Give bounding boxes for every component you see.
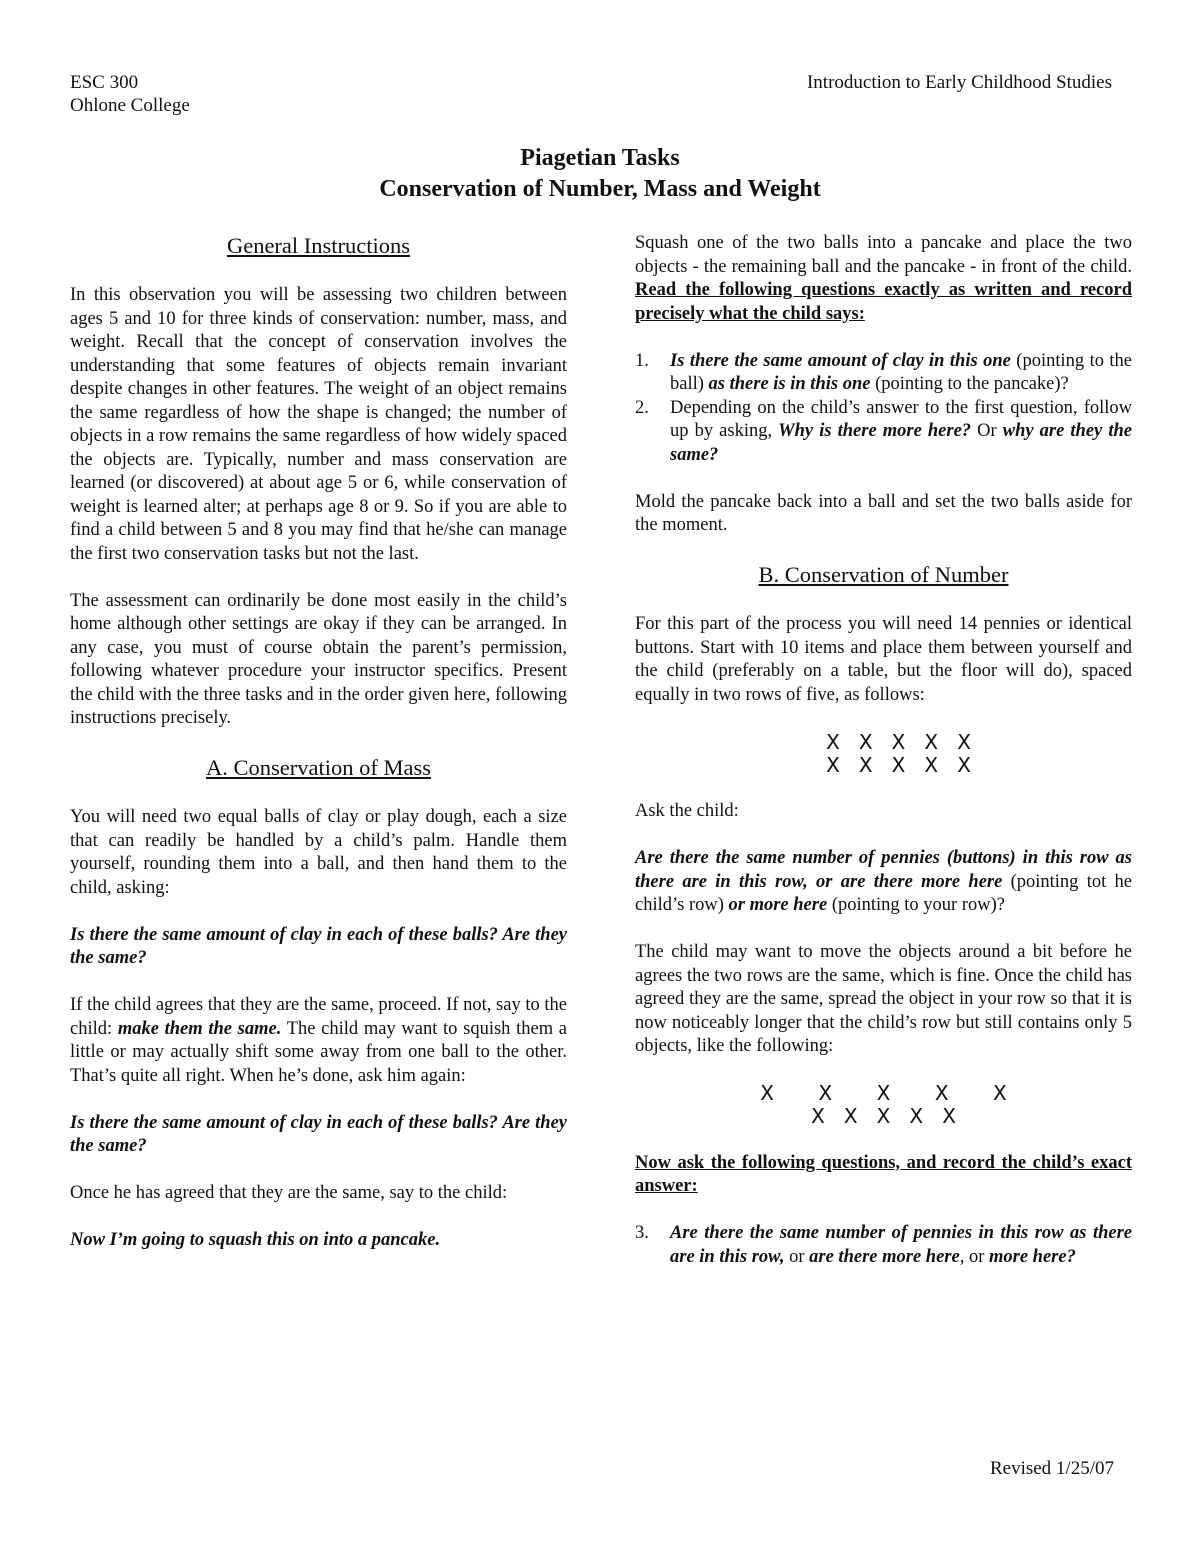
- item-1-question-a: Is there the same amount of clay in this one: [670, 350, 1011, 371]
- mass-p2-start: If the child agrees that they are the same, proceed. If not, say to the child:: [70, 995, 567, 1039]
- general-paragraph-1: In this observation you will be assessing two children between ages 5 and 10 for three kinds of conservation: number, mass, and weight. Recall that the concept of conservation involves the understanding that some features of objects remain invariant despite changes in other features. The weight of an object remains the same regardless of how the shape is changed; the number of objects in a row remains the same regardless of how widely spaced the objects are. Typically, number and mass conservation are learned (or discovered) at about age 5 or 6, while conservation of weight is learned alter; at perhaps age 8 or 9. So if you are able to find a child between 5 and 8 you may find that he/she can manage the first two conservation tasks but not the last.: [70, 285, 567, 564]
- item-3-b: or: [784, 1246, 810, 1267]
- nq1-d: (pointing to your row)?: [827, 895, 1005, 915]
- mass-p4-start: Squash one of the two balls into a pancake and place the two objects - the remaining ball and the pancake - in front of the child.: [635, 233, 1132, 277]
- general-instructions-heading: General Instructions: [226, 233, 411, 258]
- number-question-list: [635, 1222, 1132, 1269]
- header-left: [70, 71, 190, 117]
- title-line-1: Piagetian Tasks: [520, 145, 680, 171]
- nq1-b: (pointing tot he child’s row): [635, 871, 1132, 915]
- mass-p2-end: The child may want to squish them a little or may actually shift some away from one ball to the other. That’s quite all right. When he’s done, ask him again:: [70, 1018, 567, 1086]
- right-column: [635, 232, 1132, 1293]
- number-instruction: Now ask the following questions, and record the child’s exact answer:: [635, 1152, 1132, 1196]
- course-code: ESC 300: [70, 72, 139, 93]
- spread-rows-diagram: [635, 1082, 1132, 1128]
- item-3-e: more here?: [989, 1246, 1076, 1267]
- list-item: [635, 1222, 1132, 1269]
- x-row: X X X X X: [760, 1081, 1007, 1105]
- mass-paragraph-2: [70, 994, 567, 1088]
- nq1-a: Are there the same number of pennies (buttons) in this row as there are in this row, or are there more here: [635, 848, 1132, 892]
- mass-paragraph-4: [635, 232, 1132, 326]
- mass-question-list: [635, 350, 1132, 468]
- number-paragraph-2: The child may want to move the objects around a bit before he agrees the two rows are the same, which is fine. Once the child has agreed they are the same, spread the object in your row so that it is now noticeably longer that the child’s row but still contains only 5 objects, like the following:: [635, 942, 1132, 1056]
- mass-paragraph-3: Once he has agreed that they are the same, say to the child:: [70, 1183, 508, 1203]
- item-3-a: Are there the same number of pennies in this row as there are in this row,: [670, 1223, 1132, 1267]
- item-2-text-c: Or: [971, 421, 1003, 441]
- mass-paragraph-5: Mold the pancake back into a ball and set the two balls aside for the moment.: [635, 491, 1132, 535]
- college-name: Ohlone College: [70, 95, 190, 116]
- list-item: [635, 397, 1132, 468]
- ask-the-child: Ask the child:: [635, 801, 739, 821]
- item-2-text-a: Depending on the child’s answer to the first question, follow up by asking,: [670, 397, 1132, 441]
- x-row: X X X X X: [811, 1104, 956, 1128]
- item-2-question-d: why are they the same?: [670, 421, 1132, 465]
- nq1-c: or more here: [728, 895, 828, 915]
- left-column: [70, 232, 567, 1276]
- equal-rows-diagram: [635, 731, 1132, 777]
- mass-question-3: Now I’m going to squash this on into a pancake.: [70, 1230, 441, 1250]
- course-title: Introduction to Early Childhood Studies: [806, 72, 1112, 93]
- list-item: [635, 350, 1132, 397]
- mass-question-1: Is there the same amount of clay in each of these balls? Are they the same?: [70, 924, 567, 968]
- revision-date: Revised 1/25/07: [989, 1458, 1114, 1479]
- x-row: X X X X X: [826, 752, 971, 777]
- number-heading: B. Conservation of Number: [758, 562, 1009, 587]
- mass-paragraph-1: You will need two equal balls of clay or play dough, each a size that can readily be handled by a child’s palm. Handle them yourself, rounding them into a ball, and then hand them to the child, asking:: [70, 807, 567, 898]
- item-1-question-c: as there is in this one: [708, 374, 871, 394]
- item-1-note-b: (pointing to the ball): [670, 350, 1132, 394]
- document-title: [0, 143, 1200, 205]
- general-paragraph-2: The assessment can ordinarily be done most easily in the child’s home although other settings are okay if they can be arranged. In any case, you must of course obtain the parent’s permission, following whatever procedure your instructor specifics. Present the child with the three tasks and in the order given here, following instructions precisely.: [70, 590, 567, 728]
- number-question-1: [635, 847, 1132, 918]
- number-paragraph-1: For this part of the process you will need 14 pennies or identical buttons. Start with 10 items and place them between yourself and the child (preferably on a table, but the floor will do), spaced equally in two rows of five, as follows:: [635, 614, 1132, 705]
- x-row: X X X X X: [826, 729, 971, 754]
- item-number: 3.: [635, 1223, 649, 1243]
- title-line-2: Conservation of Number, Mass and Weight: [379, 176, 821, 202]
- mass-p2-bold: make them the same.: [117, 1018, 282, 1039]
- item-number: 2.: [635, 397, 649, 418]
- mass-p4-instruction: Read the following questions exactly as written and record precisely what the child says:: [635, 280, 1132, 324]
- mass-question-2: Is there the same amount of clay in each of these balls? Are they the same?: [70, 1112, 567, 1156]
- item-3-d: , or: [959, 1246, 989, 1267]
- item-number: 1.: [635, 350, 649, 371]
- mass-heading: A. Conservation of Mass: [206, 755, 431, 780]
- item-3-c: are there more here: [809, 1246, 960, 1267]
- item-1-note-d: (pointing to the pancake)?: [870, 374, 1069, 394]
- item-2-question-b: Why is there more here?: [778, 421, 972, 441]
